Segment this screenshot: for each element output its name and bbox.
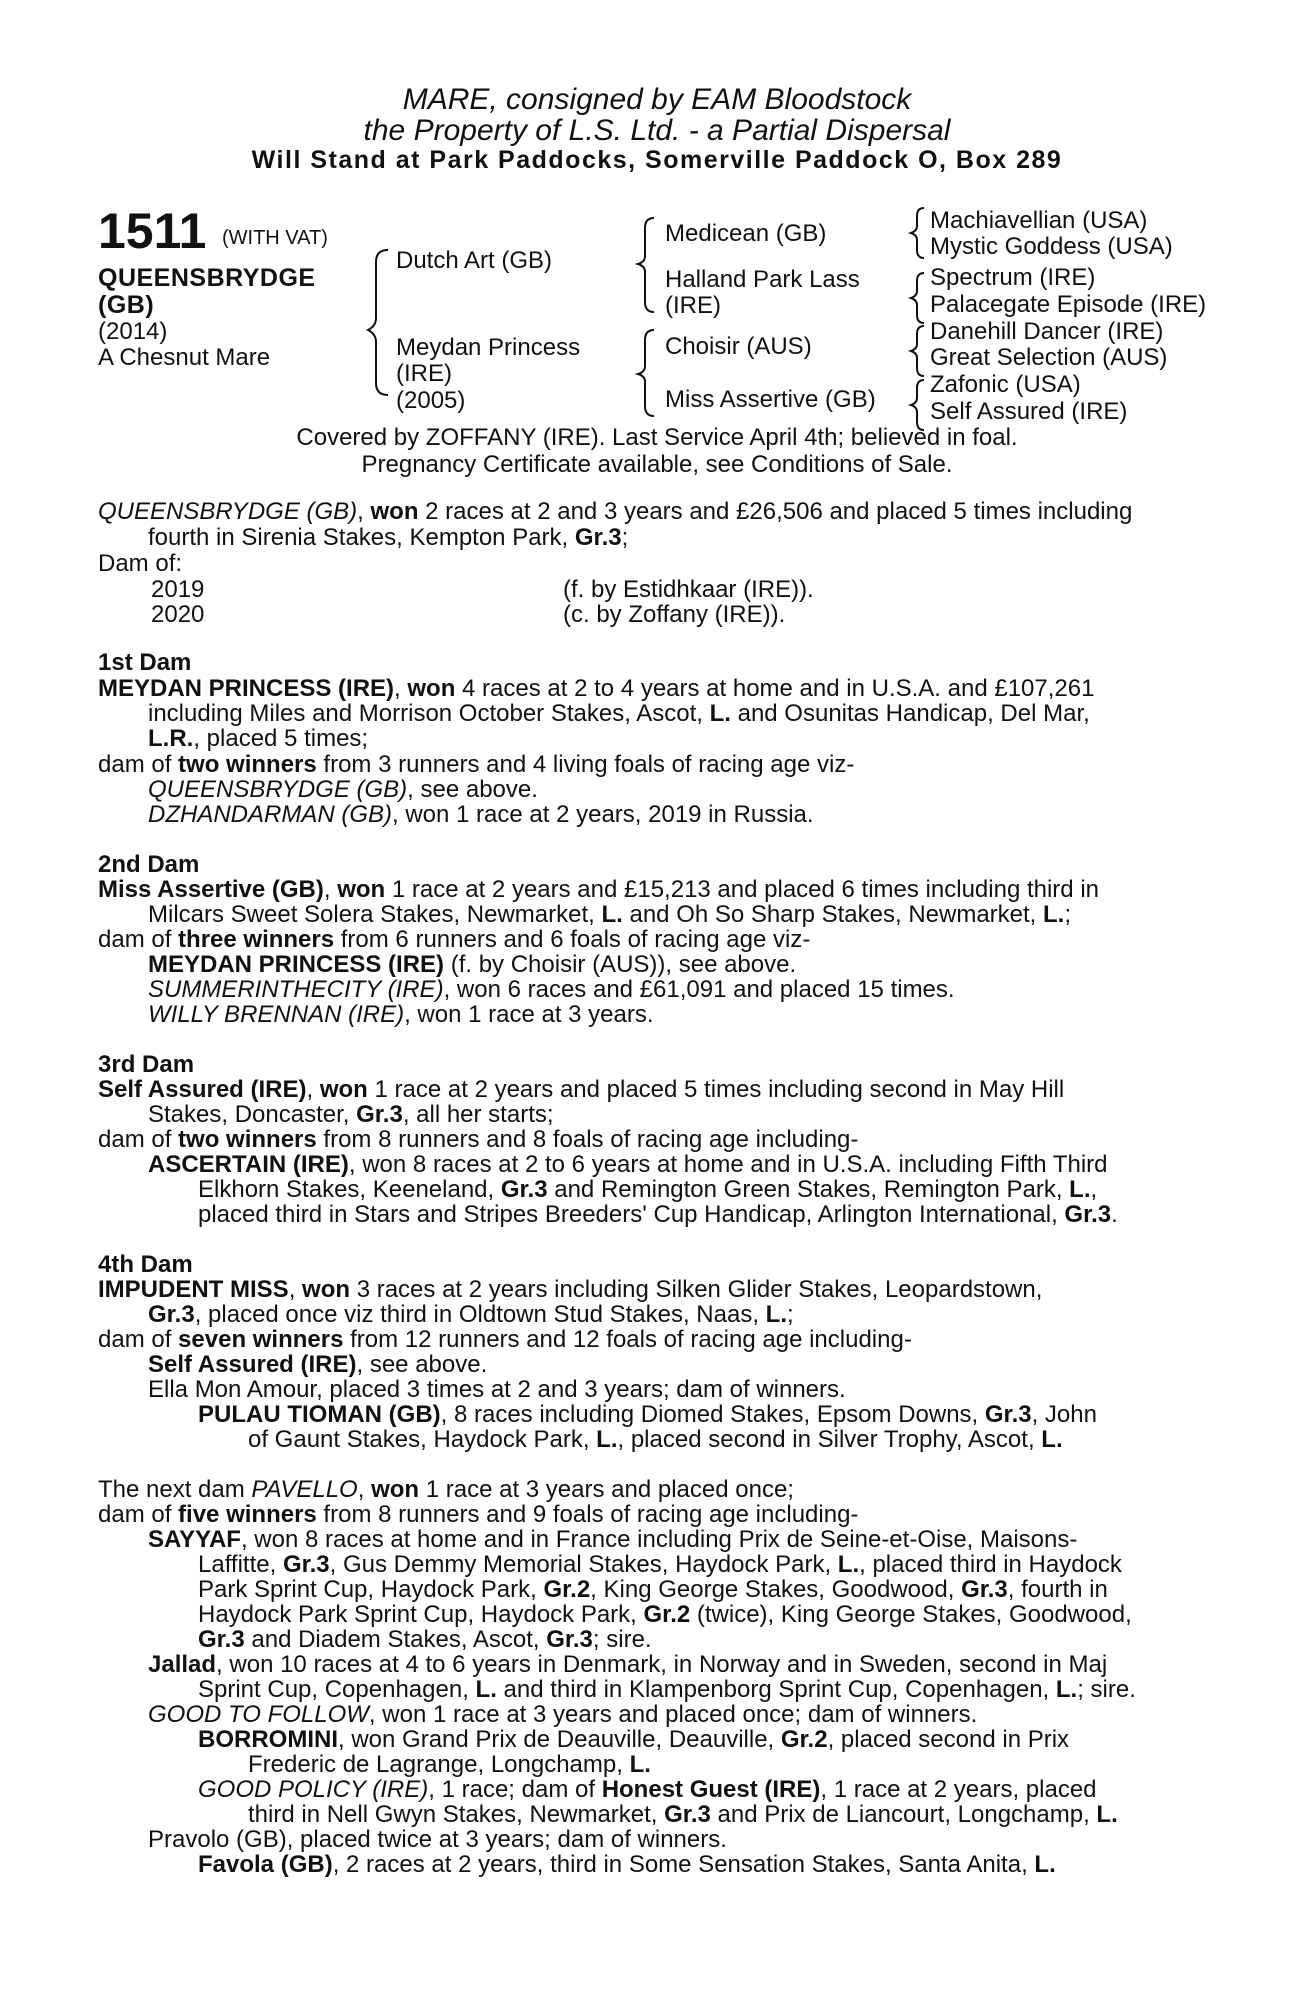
second-dam-line1: Miss Assertive (GB), won 1 race at 2 years and £15,213 and placed 6 times including third in — [98, 876, 1099, 903]
pedigree-sire-dam-line1: Halland Park Lass — [665, 266, 860, 293]
next-dam-line2: dam of five winners from 8 runners and 9 foals of racing age including- — [98, 1501, 859, 1528]
summary-horse-name: QUEENSBRYDGE (GB) — [98, 498, 358, 525]
pedigree-g6: Great Selection (AUS) — [930, 344, 1168, 371]
pedigree-g2: Mystic Goddess (USA) — [930, 233, 1173, 260]
pedigree-dam-line1: Meydan Princess — [396, 334, 581, 361]
sayyaf-line3: Park Sprint Cup, Haydock Park, Gr.2, King George Stakes, Goodwood, Gr.3, fourth in — [198, 1576, 1108, 1603]
summary-line2: fourth in Sirenia Stakes, Kempton Park, Gr.3; — [148, 524, 629, 551]
pedigree-sire-dam-line2: (IRE) — [665, 292, 721, 319]
pedigree-sire-sire: Medicean (GB) — [665, 220, 827, 247]
first-dam-offspring1: QUEENSBRYDGE (GB), see above. — [148, 776, 538, 803]
favola-line: Favola (GB), 2 races at 2 years, third in Some Sensation Stakes, Santa Anita, L. — [198, 1851, 1056, 1878]
pedigree-g4: Palacegate Episode (IRE) — [930, 291, 1207, 318]
sayyaf-line4: Haydock Park Sprint Cup, Haydock Park, Gr.2 (twice), King George Stakes, Goodwood, — [198, 1601, 1132, 1628]
fourth-dam-line1: IMPUDENT MISS, won 3 races at 2 years including Silken Glider Stakes, Leopardstown, — [98, 1276, 1043, 1303]
pedigree-sire: Dutch Art (GB) — [396, 247, 553, 274]
pedigree-dam-sire: Choisir (AUS) — [665, 333, 812, 360]
horse-year: (2014) — [98, 318, 168, 345]
pedigree-g7: Zafonic (USA) — [930, 371, 1081, 398]
fourth-dam-offspring2: Ella Mon Amour, placed 3 times at 2 and 3 years; dam of winners. — [148, 1376, 846, 1403]
fourth-dam-line3: dam of seven winners from 12 runners and 12 foals of racing age including- — [98, 1326, 912, 1353]
borromini-line2: Frederic de Lagrange, Longchamp, L. — [248, 1751, 651, 1778]
summary-dam-of: Dam of: — [98, 550, 183, 577]
jallad-line2: Sprint Cup, Copenhagen, L. and third in Klampenborg Sprint Cup, Copenhagen, L.; sire. — [198, 1676, 1136, 1703]
fourth-dam-heading: 4th Dam — [98, 1251, 193, 1278]
jallad-line1: Jallad, won 10 races at 4 to 6 years in Denmark, in Norway and in Sweden, second in Maj — [148, 1651, 1108, 1678]
fourth-dam-offspring3: PULAU TIOMAN (GB), 8 races including Diomed Stakes, Epsom Downs, Gr.3, John — [198, 1401, 1097, 1428]
first-dam-offspring2: DZHANDARMAN (GB), won 1 race at 2 years, 2019 in Russia. — [148, 801, 814, 828]
good-policy-line2: third in Nell Gwyn Stakes, Newmarket, Gr.3 and Prix de Liancourt, Longchamp, L. — [248, 1801, 1118, 1828]
first-dam-line4: dam of two winners from 3 runners and 4 living foals of racing age viz- — [98, 751, 855, 778]
horse-name: QUEENSBRYDGE — [98, 264, 316, 292]
pedigree-g5: Danehill Dancer (IRE) — [930, 318, 1164, 345]
fourth-dam-offspring3-line2: of Gaunt Stakes, Haydock Park, L., placed second in Silver Trophy, Ascot, L. — [248, 1426, 1063, 1453]
foal-desc-2019: (f. by Estidhkaar (IRE)). — [563, 576, 814, 603]
third-dam-line3: dam of two winners from 8 runners and 8 foals of racing age including- — [98, 1126, 859, 1153]
second-dam-offspring3: WILLY BRENNAN (IRE), won 1 race at 3 years. — [148, 1001, 654, 1028]
sayyaf-line2: Laffitte, Gr.3, Gus Demmy Memorial Stakes, Haydock Park, L., placed third in Haydock — [198, 1551, 1122, 1578]
first-dam-line1: MEYDAN PRINCESS (IRE), won 4 races at 2 to 4 years at home and in U.S.A. and £107,261 — [98, 675, 1095, 702]
foal-year-2019: 2019 — [151, 576, 205, 603]
pedigree-g8: Self Assured (IRE) — [930, 398, 1128, 425]
first-dam-heading: 1st Dam — [98, 649, 192, 676]
third-dam-line2: Stakes, Doncaster, Gr.3, all her starts; — [148, 1101, 554, 1128]
second-dam-line2: Milcars Sweet Solera Stakes, Newmarket, L. and Oh So Sharp Stakes, Newmarket, L.; — [148, 901, 1072, 928]
fourth-dam-offspring1: Self Assured (IRE), see above. — [148, 1351, 488, 1378]
second-dam-line3: dam of three winners from 6 runners and 6 foals of racing age viz- — [98, 926, 811, 953]
horse-country: (GB) — [98, 291, 155, 319]
good-policy-line1: GOOD POLICY (IRE), 1 race; dam of Honest Guest (IRE), 1 race at 2 years, placed — [198, 1776, 1097, 1803]
summary-line1: QUEENSBRYDGE (GB), won 2 races at 2 and 3 years and £26,506 and placed 5 times including — [98, 498, 1133, 525]
third-dam-heading: 3rd Dam — [98, 1051, 195, 1078]
good-to-follow-line: GOOD TO FOLLOW, won 1 race at 3 years and placed once; dam of winners. — [148, 1701, 978, 1728]
sayyaf-line5: Gr.3 and Diadem Stakes, Ascot, Gr.3; sire. — [198, 1626, 652, 1653]
pedigree-dam-dam: Miss Assertive (GB) — [665, 386, 876, 413]
first-dam-line2: including Miles and Morrison October Stakes, Ascot, L. and Osunitas Handicap, Del Mar, — [148, 700, 1090, 727]
sayyaf-line1: SAYYAF, won 8 races at home and in France including Prix de Seine-et-Oise, Maisons- — [148, 1526, 1078, 1553]
third-dam-offspring1: ASCERTAIN (IRE), won 8 races at 2 to 6 years at home and in U.S.A. including Fifth Third — [148, 1151, 1108, 1178]
second-dam-offspring2: SUMMERINTHECITY (IRE), won 6 races and £61,091 and placed 15 times. — [148, 976, 955, 1003]
pedigree-dam-line3: (2005) — [396, 387, 466, 414]
header-stand: Will Stand at Park Paddocks, Somerville Paddock O, Box 289 — [251, 146, 1063, 174]
foal-year-2020: 2020 — [151, 601, 205, 628]
pedigree-g1: Machiavellian (USA) — [930, 207, 1148, 234]
covered-line: Covered by ZOFFANY (IRE). Last Service April 4th; believed in foal. — [296, 424, 1018, 451]
third-dam-line1: Self Assured (IRE), won 1 race at 2 years and placed 5 times including second in May Hill — [98, 1076, 1065, 1103]
horse-description: A Chesnut Mare — [98, 344, 271, 371]
foal-desc-2020: (c. by Zoffany (IRE)). — [563, 601, 786, 628]
header-consignor: MARE, consigned by EAM Bloodstock — [402, 83, 912, 116]
pedigree-g3: Spectrum (IRE) — [930, 264, 1096, 291]
summary-won: won — [370, 498, 419, 525]
header-property: the Property of L.S. Ltd. - a Partial Dispersal — [363, 114, 951, 147]
third-dam-offspring1-line2: Elkhorn Stakes, Keeneland, Gr.3 and Remington Green Stakes, Remington Park, L., — [198, 1176, 1098, 1203]
next-dam-line1: The next dam PAVELLO, won 1 race at 3 years and placed once; — [98, 1476, 794, 1503]
second-dam-offspring1: MEYDAN PRINCESS (IRE) (f. by Choisir (AUS)), see above. — [148, 951, 797, 978]
borromini-line1: BORROMINI, won Grand Prix de Deauville, Deauville, Gr.2, placed second in Prix — [198, 1726, 1070, 1753]
lot-number: 1511 — [98, 203, 207, 259]
third-dam-offspring1-line3: placed third in Stars and Stripes Breeders' Cup Handicap, Arlington International, Gr.3. — [198, 1201, 1118, 1228]
second-dam-heading: 2nd Dam — [98, 851, 200, 878]
pedigree-dam-line2: (IRE) — [396, 360, 452, 387]
first-dam-line3: L.R., placed 5 times; — [148, 725, 369, 752]
pregnancy-line: Pregnancy Certificate available, see Conditions of Sale. — [361, 451, 953, 478]
pravolo-line: Pravolo (GB), placed twice at 3 years; dam of winners. — [148, 1826, 727, 1853]
fourth-dam-line2: Gr.3, placed once viz third in Oldtown Stud Stakes, Naas, L.; — [148, 1301, 794, 1328]
vat-label: (WITH VAT) — [222, 227, 328, 249]
